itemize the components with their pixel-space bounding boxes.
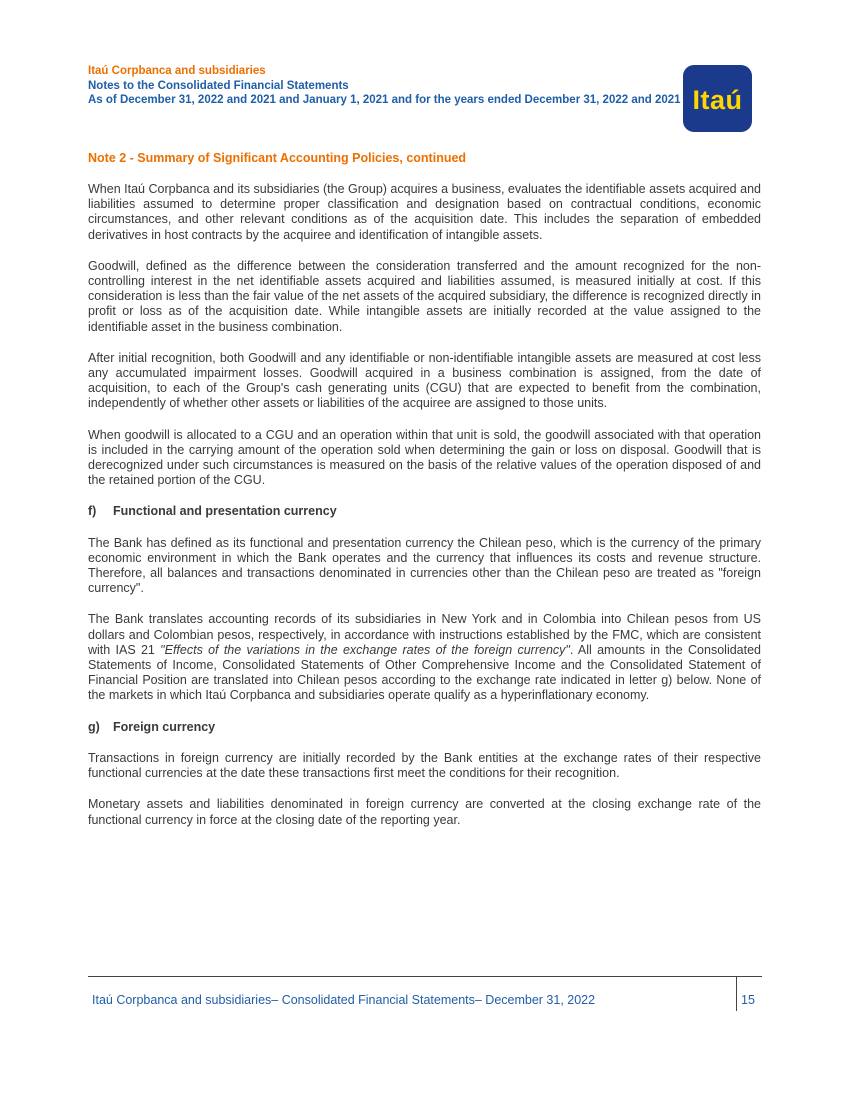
paragraph: When goodwill is allocated to a CGU and an operation within that unit is sold, the goodwill associated with that operation is included in the carrying amount of the operation sold when determining the gain or loss on disposal. Goodwill that is derecognized under such circumstances is measured on the basis of the relative values of the operation disposed of and the retained portion of the CGU. bbox=[88, 427, 761, 488]
itau-logo bbox=[683, 65, 752, 132]
text-run: The Bank translates accounting records of its subsidiaries in New York and in Colombia into Chilean pesos from US dollars and Colombian pesos, respectively, in accordance with instructions established by the FMC, which are consistent with IAS 21 bbox=[88, 612, 761, 657]
page-header bbox=[88, 64, 688, 108]
page-number: 15 bbox=[741, 993, 755, 1007]
notes-title: Notes to the Consolidated Financial Statements bbox=[88, 79, 349, 92]
section-label: g) bbox=[88, 719, 100, 734]
footer-vertical-divider bbox=[736, 977, 737, 1011]
footer-text: Itaú Corpbanca and subsidiaries– Consolidated Financial Statements– December 31, 2022 bbox=[92, 993, 596, 1007]
paragraph: Transactions in foreign currency are initially recorded by the Bank entities at the exchange rates of their respective functional currencies at the date these transactions first meet the conditions for their recognition. bbox=[88, 750, 761, 781]
logo-text: Itaú bbox=[692, 84, 743, 115]
footer-divider bbox=[88, 976, 762, 977]
section-title: Functional and presentation currency bbox=[113, 504, 337, 519]
document-body bbox=[88, 182, 761, 844]
paragraph: When Itaú Corpbanca and its subsidiaries (the Group) acquires a business, evaluates the identifiable assets acquired and liabilities assumed to determine proper classification and designation based on contractual conditions, economic circumstances, and other relevant conditions as of the acquisition date. This includes the separation of embedded derivatives in host contracts by the acquiree and identification of intangible assets. bbox=[88, 182, 761, 242]
section-label: f) bbox=[88, 504, 97, 519]
ias21-title: "Effects of the variations in the exchange rates of the foreign currency" bbox=[160, 642, 570, 657]
paragraph: Goodwill, defined as the difference between the consideration transferred and the amount recognized for the non-controlling interest in the net identifiable assets acquired and liabilities assumed, is measured initially at cost. If this consideration is less than the fair value of the net assets of the acquired subsidiary, the difference is recognized directly in profit or loss as of the acquisition date. While intangible assets are initially recorded at the value assigned to the identifiable asset in the business combination. bbox=[88, 258, 761, 334]
paragraph: After initial recognition, both Goodwill and any identifiable or non-identifiable intangible assets are measured at cost less any accumulated impairment losses. Goodwill acquired in a business combination is assigned, from the date of acquisition, to each of the Group's cash generating units (CGU) that are expected to benefit from the combination, independently of whether other assets or liabilities of the acquiree are assigned to those units. bbox=[88, 350, 761, 411]
paragraph bbox=[88, 612, 761, 703]
note-title: Note 2 - Summary of Significant Accounting Policies, continued bbox=[88, 151, 467, 165]
paragraph: Monetary assets and liabilities denominated in foreign currency are converted at the closing exchange rate of the functional currency in force at the closing date of the reporting year. bbox=[88, 797, 761, 827]
period-title: As of December 31, 2022 and 2021 and January 1, 2021 and for the years ended December 31, 2022 and 2021 bbox=[88, 94, 681, 106]
company-name: Itaú Corpbanca and subsidiaries bbox=[88, 65, 266, 77]
text-run: . All amounts in the Consolidated Statements of Income, Consolidated Statements of Other Comprehensive Income and the Consolidated Statement of Financial Position are translated into Chilean pesos according to the exchange rate indicated in letter g) below. None of the markets in which Itaú Corpbanca and subsidiaries operate qualify as a hyperinflationary economy. bbox=[88, 642, 761, 703]
paragraph: The Bank has defined as its functional and presentation currency the Chilean peso, which is the currency of the primary economic environment in which the Bank operates and the currency that influences its costs and revenue structure. Therefore, all balances and transactions denominated in currencies other than the Chilean peso are treated as "foreign currency". bbox=[88, 535, 761, 596]
section-heading-g bbox=[88, 720, 761, 735]
section-heading-f bbox=[88, 504, 761, 519]
section-title: Foreign currency bbox=[113, 719, 216, 734]
